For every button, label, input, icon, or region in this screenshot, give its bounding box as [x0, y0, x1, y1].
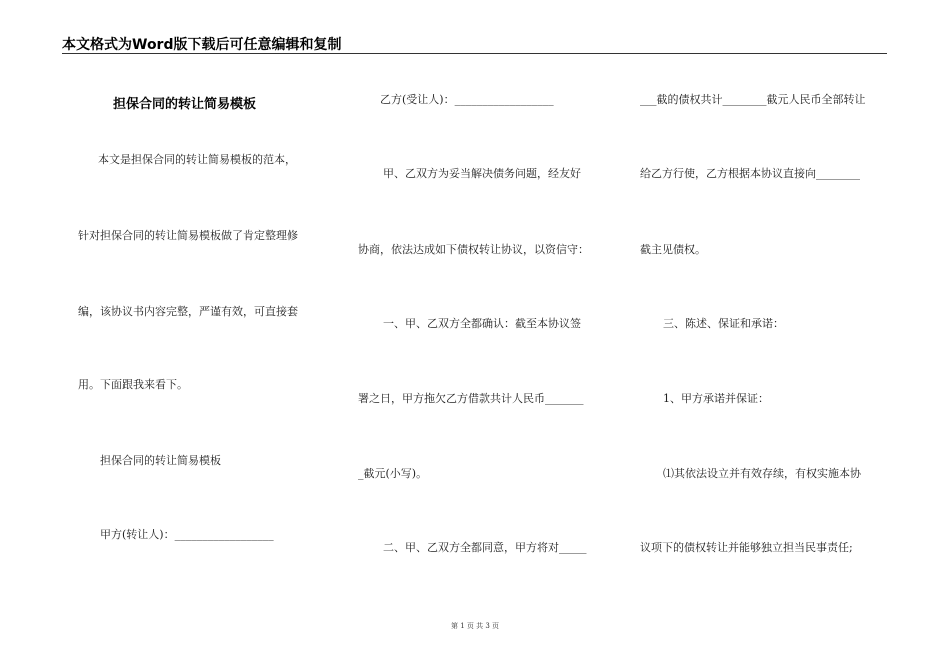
col3-line-4: 三、陈述、保证和承诺：	[663, 317, 784, 330]
col2-line-7: 二、甲、乙双方全都同意，甲方将对_____	[383, 541, 587, 554]
col1-line-4: 用。下面跟我来看下。	[78, 378, 188, 391]
col1-line-3: 编，该协议书内容完整，严谨有效，可直接套	[78, 305, 298, 318]
col1-line-1: 本文是担保合同的转让简易模板的范本，	[98, 153, 296, 166]
col1-line-5: 担保合同的转让简易模板	[100, 454, 221, 467]
col2-line-4: 一、甲、乙双方全都确认：截至本协议签	[383, 317, 581, 330]
header-divider	[62, 53, 887, 54]
header-title: 本文格式为Word版下载后可任意编辑和复制	[62, 37, 342, 53]
col2-line-3: 协商，依法达成如下债权转让协议，以资信守：	[358, 243, 589, 256]
col3-line-3: 截主见债权。	[640, 243, 706, 256]
col3-line-7: 议项下的债权转让并能够独立担当民事责任;	[640, 541, 853, 554]
col2-line-6: _截元(小写)。	[358, 467, 428, 480]
col2-line-5: 署之日，甲方拖欠乙方借款共计人民币_______	[358, 392, 584, 405]
col3-line-6: ⑴其依法设立并有效存续，有权实施本协	[663, 467, 861, 480]
col3-line-1: ___截的债权共计________截元人民币全部转让	[640, 93, 866, 106]
col1-line-2: 针对担保合同的转让简易模板做了肯定整理修	[78, 229, 298, 242]
col3-line-5: 1、甲方承诺并保证：	[663, 392, 769, 405]
col3-line-2: 给乙方行使，乙方根据本协议直接向________	[640, 167, 860, 180]
col2-line-1: 乙方(受让人)：__________________	[380, 93, 554, 106]
col2-line-2: 甲、乙双方为妥当解决债务问题，经友好	[383, 167, 581, 180]
document-title: 担保合同的转让简易模板	[113, 97, 257, 112]
page-number: 第 1 页 共 3 页	[450, 622, 500, 630]
col1-line-6: 甲方(转让人)：__________________	[100, 528, 274, 541]
